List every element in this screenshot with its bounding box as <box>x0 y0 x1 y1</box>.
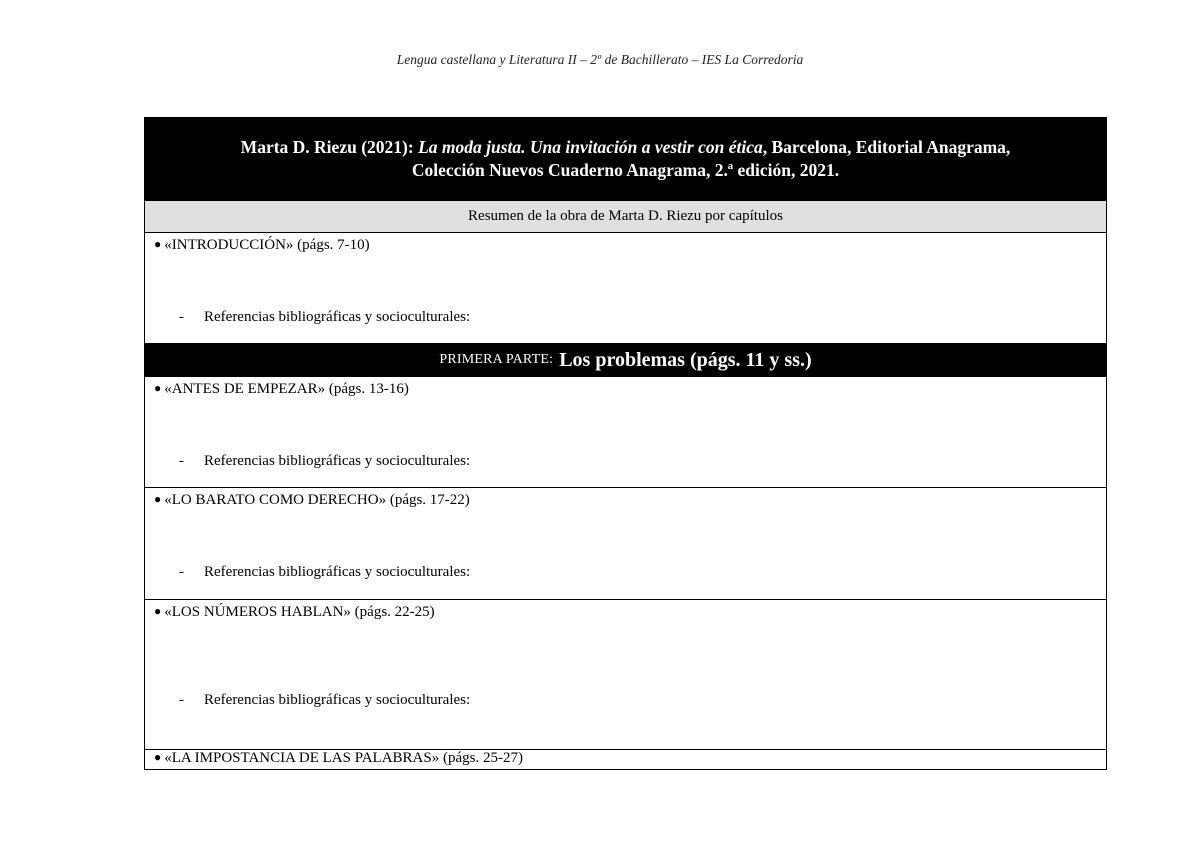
chapter-title <box>154 492 470 509</box>
references-label: Referencias bibliográficas y socioculturales: <box>204 309 471 325</box>
chapter-title <box>154 381 409 398</box>
bullet-icon: ● <box>154 492 162 506</box>
dash-icon: - <box>179 453 184 469</box>
book-author: Marta D. Riezu (2021): <box>240 137 419 157</box>
chapter-title <box>154 604 435 621</box>
chapter-lo-barato-como-derecho <box>145 488 1106 600</box>
chapter-title-text: «INTRODUCCIÓN» (págs. 7-10) <box>164 237 370 253</box>
chapter-introduccion <box>145 233 1106 344</box>
bullet-icon: ● <box>154 381 162 395</box>
dash-icon: - <box>179 309 184 325</box>
chapter-title-text: «LO BARATO COMO DERECHO» (págs. 17-22) <box>164 492 470 508</box>
chapter-title-text: «LOS NÚMEROS HABLAN» (págs. 22-25) <box>164 604 435 620</box>
references-line <box>179 453 470 470</box>
dash-icon: - <box>179 692 184 708</box>
dash-icon: - <box>179 564 184 580</box>
page-header: Lengua castellana y Literatura II – 2º de Bachillerato – IES La Corredoria <box>396 52 804 67</box>
summary-header: Resumen de la obra de Marta D. Riezu por capítulos <box>145 200 1106 233</box>
book-collection: Colección Nuevos Cuaderno Anagrama, 2.ª edición, 2021. <box>411 160 840 180</box>
references-label: Referencias bibliográficas y socioculturales: <box>204 692 471 708</box>
book-publisher: , Barcelona, Editorial Anagrama, <box>762 137 1011 157</box>
part-label: PRIMERA PARTE: <box>439 352 554 367</box>
bullet-icon: ● <box>154 604 162 618</box>
references-line <box>179 564 470 581</box>
part-heading <box>145 344 1106 377</box>
references-line <box>179 692 470 709</box>
chapter-title-text: «ANTES DE EMPEZAR» (págs. 13-16) <box>164 381 409 397</box>
bullet-icon: ● <box>154 750 162 764</box>
chapter-los-numeros-hablan <box>145 600 1106 750</box>
part-title: Los problemas (págs. 11 y ss.) <box>559 348 812 371</box>
references-label: Referencias bibliográficas y socioculturales: <box>204 453 471 469</box>
book-title: La moda justa. Una invitación a vestir con ética <box>418 137 763 157</box>
book-title-block <box>145 118 1106 200</box>
summary-table <box>144 117 1107 770</box>
chapter-title <box>154 237 370 254</box>
chapter-antes-de-empezar <box>145 377 1106 488</box>
chapter-title <box>154 750 523 767</box>
book-reference <box>241 136 1011 182</box>
chapter-la-impostancia-de-las-palabras <box>145 750 1106 769</box>
references-label: Referencias bibliográficas y socioculturales: <box>204 564 471 580</box>
chapter-title-text: «LA IMPOSTANCIA DE LAS PALABRAS» (págs. 25-27) <box>164 750 523 766</box>
bullet-icon: ● <box>154 237 162 251</box>
references-line <box>179 309 470 326</box>
